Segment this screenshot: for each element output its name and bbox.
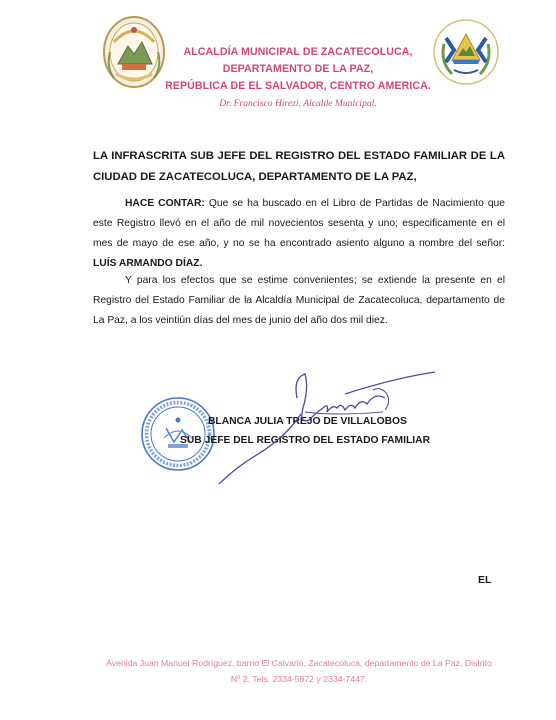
certificate-intro: LA INFRASCRITA SUB JEFE DEL REGISTRO DEL ESTADO FAMILIAR DE LA CIUDAD DE ZACATECOLUCA, DEPARTAMENTO DE LA PAZ, — [93, 150, 505, 183]
certification-paragraph — [93, 194, 505, 274]
institution-header — [162, 44, 434, 95]
header-line-3: REPÚBLICA DE EL SALVADOR, CENTRO AMERICA. — [165, 80, 431, 92]
certification-text: Que se ha buscado en el Libro de Partidas de Nacimiento que este Registro llevó en el año de mil novecientos sesenta y uno; especificamente en el mes de mayo de ese año, y no se ha encontrado asiento alguno a nombre del señor: — [93, 198, 505, 249]
footer-line-1: Avenida Juan Manuel Rodríguez, barrio El Calvario, Zacatecoluca, departamento de La Paz, Distrito — [106, 658, 492, 668]
handwritten-signature-icon — [205, 368, 445, 488]
address-footer — [90, 655, 508, 687]
header-line-1: ALCALDÍA MUNICIPAL DE ZACATECOLUCA, — [183, 46, 413, 58]
issuance-paragraph: Y para los efectos que se estime convenientes; se extiende la presente en el Registro del Estado Familiar de la Alcaldía Municipal de Zacatecoluca, departamento de La Paz, a los veintiún días del mes de junio del año dos mil diez. — [93, 275, 505, 326]
person-name: LUÍS ARMANDO DÍAZ. — [93, 258, 203, 269]
trailing-text: EL — [478, 574, 492, 586]
footer-line-2: Nº 2. Tels. 2334-5872 y 2334-7447. — [230, 674, 368, 684]
municipal-seal-icon — [100, 12, 168, 90]
signatory-name: BLANCA JULIA TREJO DE VILLALOBOS — [208, 416, 407, 427]
mayor-line: Dr. Francisco Hirezi, Alcalde Municipal. — [219, 98, 377, 109]
coat-of-arms-icon — [430, 16, 502, 88]
signatory-title: SUB JEFE DEL REGISTRO DEL ESTADO FAMILIAR — [180, 435, 431, 446]
header-line-2: DEPARTAMENTO DE LA PAZ, — [222, 63, 374, 75]
hace-contar-label: HACE CONTAR: — [125, 198, 205, 209]
